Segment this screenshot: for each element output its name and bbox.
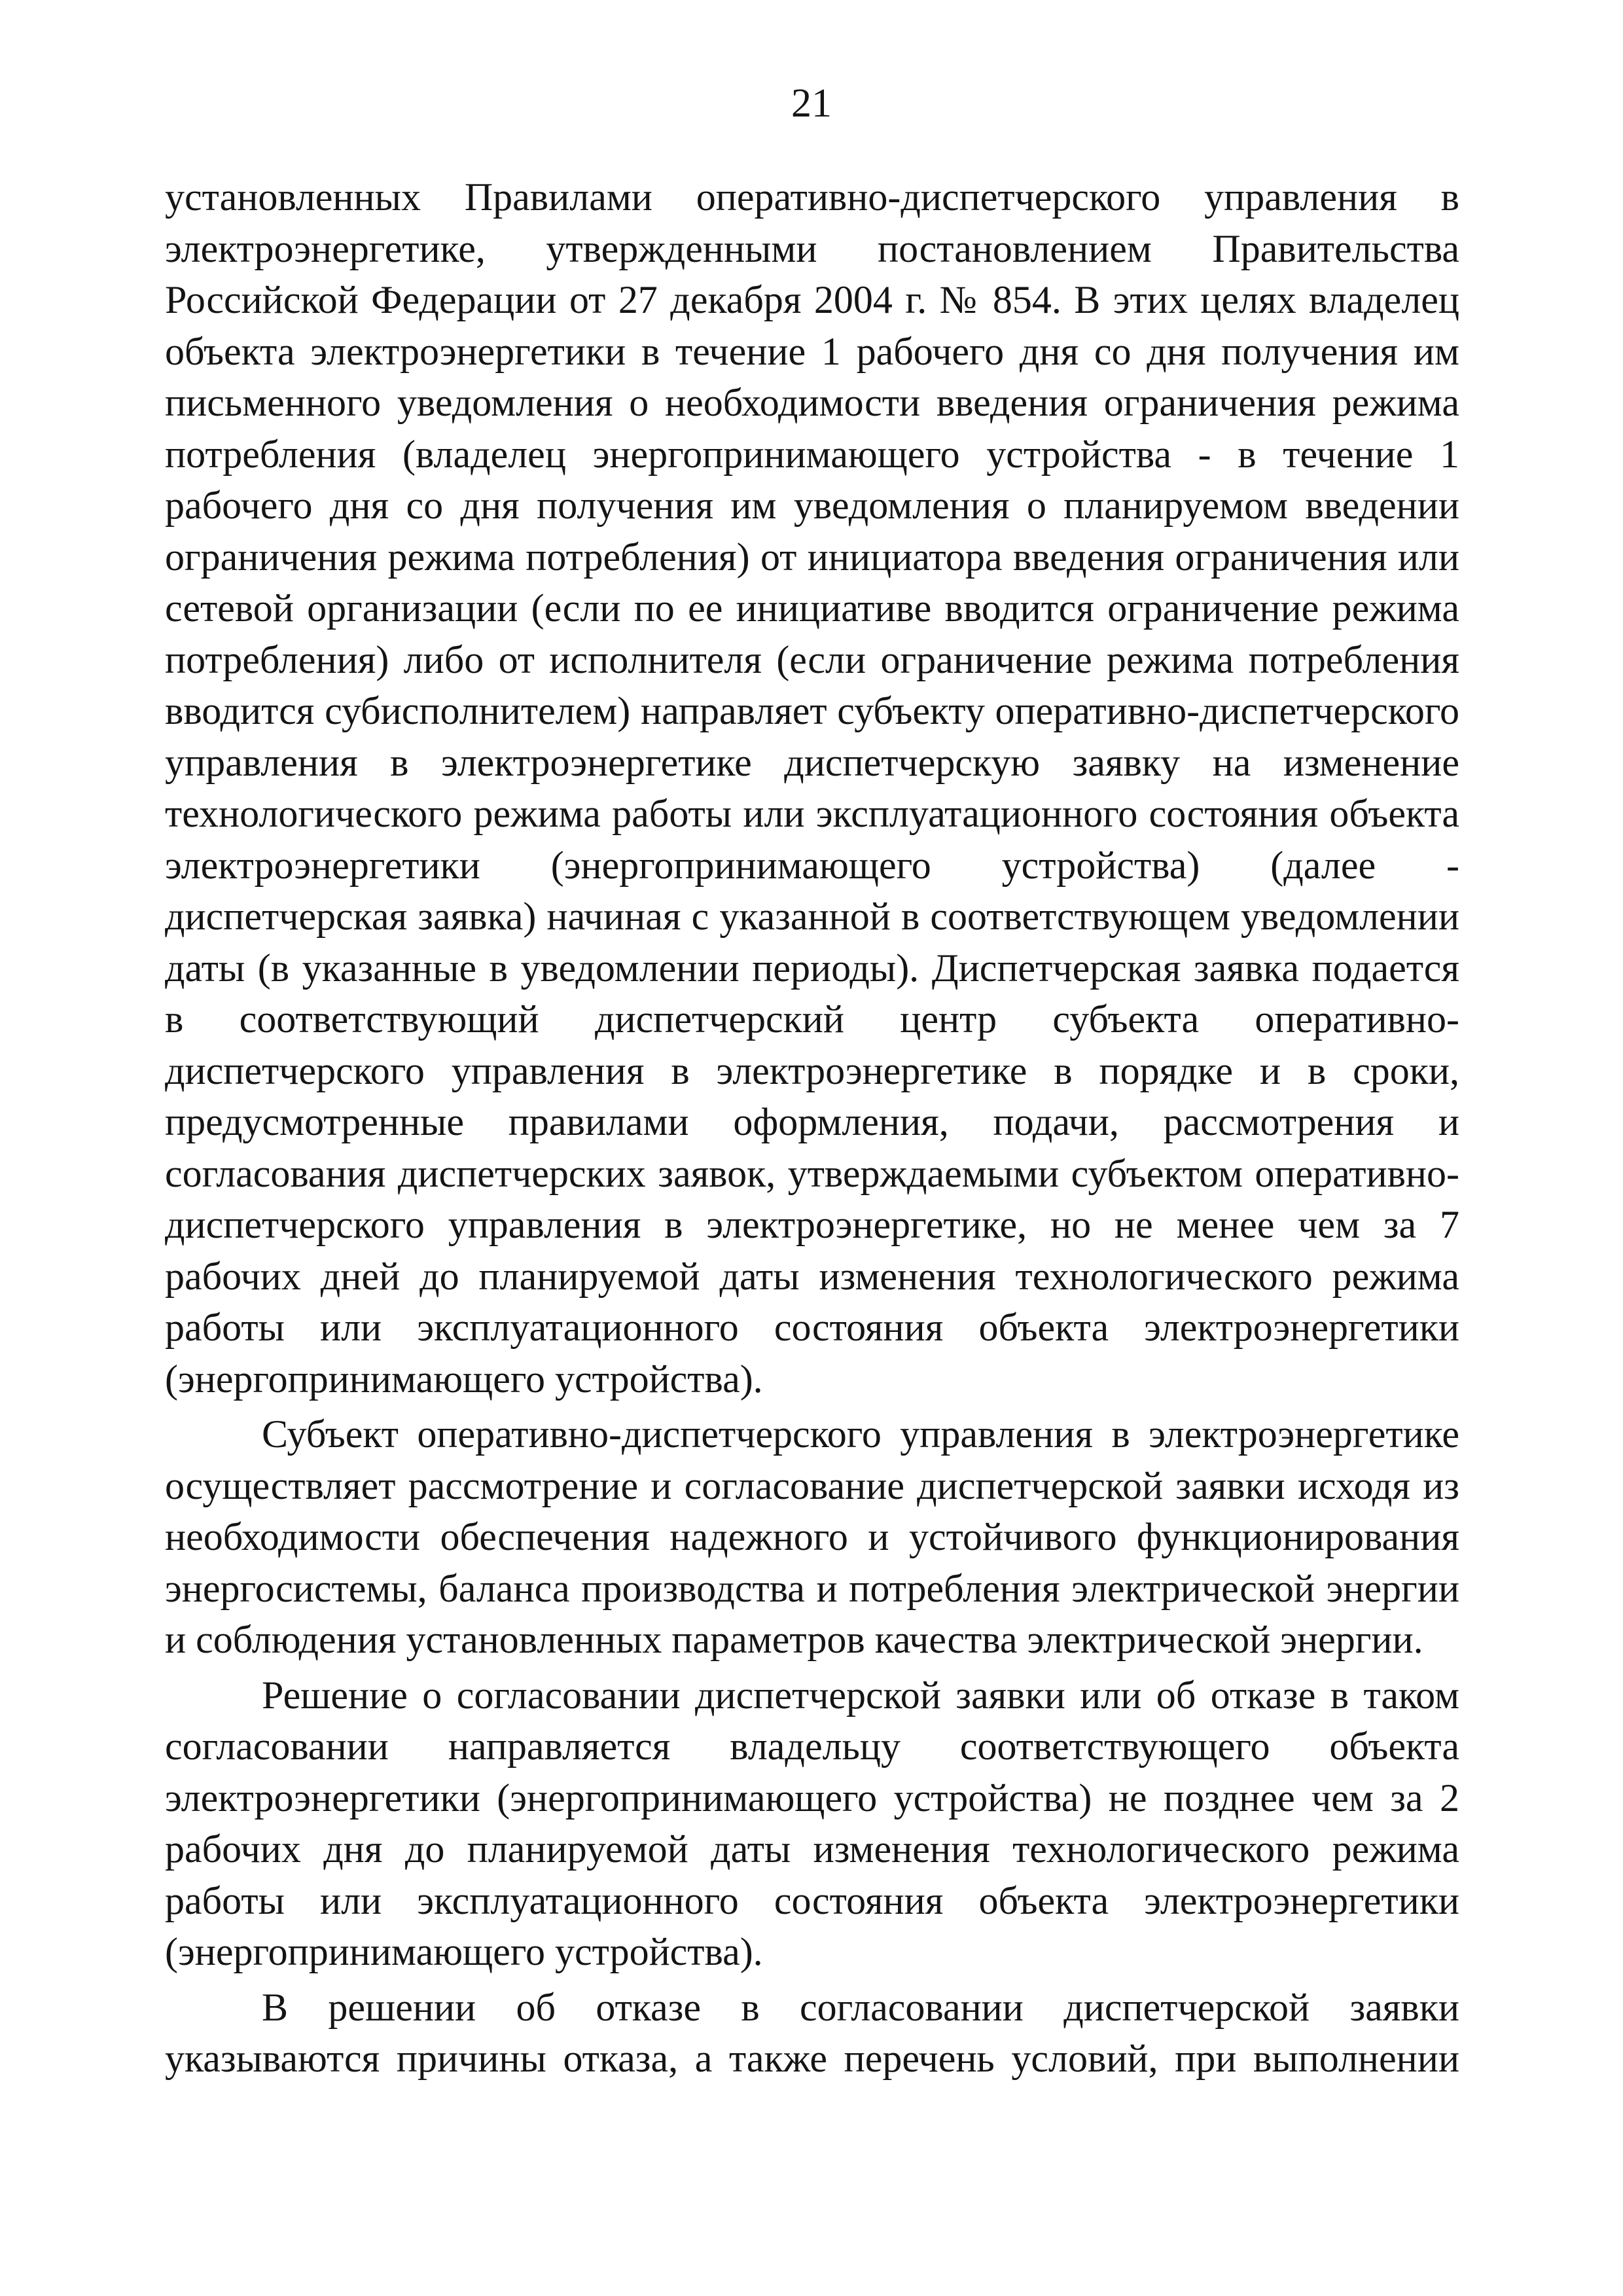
document-body	[165, 171, 1459, 2085]
paragraph-dispatch-request: установленных Правилами оперативно-диспетчерского управления в электроэнергетике, утвержденными постановлением Правительства Российской Федерации от 27 декабря 2004 г. № 854. В этих целях владелец объекта электроэнергетики в течение 1 рабочего дня со дня получения им письменного уведомления о необходимости введения ограничения режима потребления (владелец энергопринимающего устройства - в течение 1 рабочего дня со дня получения им уведомления о планируемом введении ограничения режима потребления) от инициатора введения ограничения или сетевой организации (если по ее инициативе вводится ограничение режима потребления) либо от исполнителя (если ограничение режима потребления вводится субисполнителем) направляет субъекту оперативно-диспетчерского управления в электроэнергетике диспетчерскую заявку на изменение технологического режима работы или эксплуатационного состояния объекта электроэнергетики (энергопринимающего устройства) (далее - диспетчерская заявка) начиная с указанной в соответствующем уведомлении даты (в указанные в уведомлении периоды). Диспетчерская заявка подается в соответствующий диспетчерский центр субъекта оперативно-диспетчерского управления в электроэнергетике в порядке и в сроки, предусмотренные правилами оформления, подачи, рассмотрения и согласования диспетчерских заявок, утверждаемыми субъектом оперативно-диспетчерского управления в электроэнергетике, но не менее чем за 7 рабочих дней до планируемой даты изменения технологического режима работы или эксплуатационного состояния объекта электроэнергетики (энергопринимающего устройства).	[165, 175, 1459, 1401]
paragraph-refusal-reasons: В решении об отказе в согласовании диспетчерской заявки указываются причины отказа, а также перечень условий, при выполнении	[165, 1985, 1459, 2080]
page-number: 21	[791, 81, 832, 126]
paragraph-review-and-approval: Субъект оперативно-диспетчерского управления в электроэнергетике осуществляет рассмотрение и согласование диспетчерской заявки исходя из необходимости обеспечения надежного и устойчивого функционирования энергосистемы, баланса производства и потребления электрической энергии и соблюдения установленных параметров качества электрической энергии.	[165, 1412, 1459, 1661]
paragraph-decision-notification: Решение о согласовании диспетчерской заявки или об отказе в таком согласовании направляется владельцу соответствующего объекта электроэнергетики (энергопринимающего устройства) не позднее чем за 2 рабочих дня до планируемой даты изменения технологического режима работы или эксплуатационного состояния объекта электроэнергетики (энергопринимающего устройства).	[165, 1673, 1459, 1973]
